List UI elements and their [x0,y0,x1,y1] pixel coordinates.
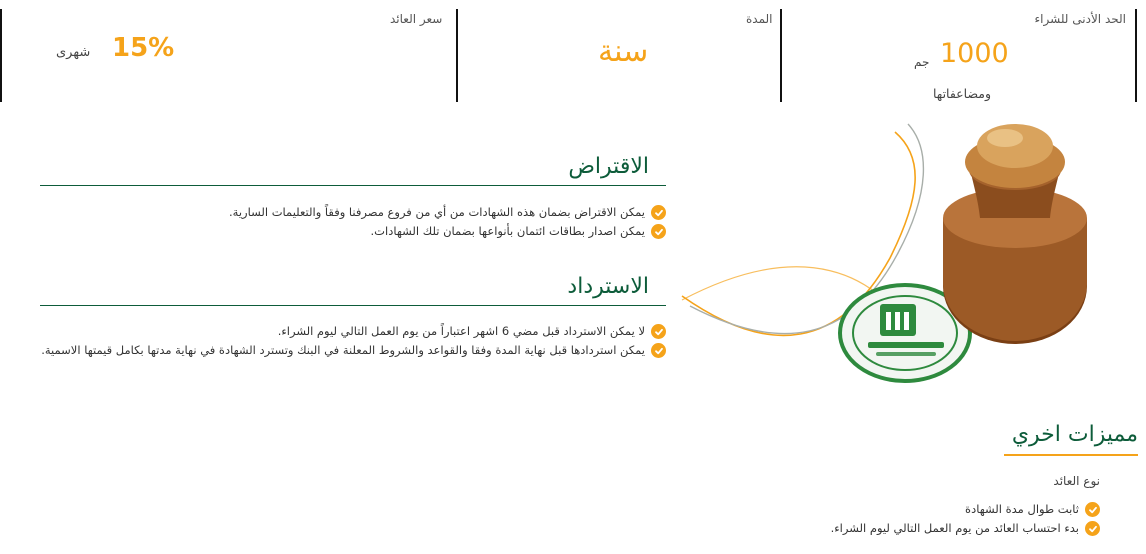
redemption-list [41,322,666,360]
list-item [41,341,666,360]
list-item-text: يمكن استردادها قبل نهاية المدة وفقا والقواعد والشروط المعلنة في البنك وتسترد الشهادة في نهاية مدتها بكامل قيمتها الاسمية. [41,343,645,357]
check-circle-icon [651,343,666,358]
loans-list [229,203,666,241]
features-title: مميزات اخري [1011,422,1138,447]
min-purchase-value: 1000 [940,38,1009,69]
stats-divider [780,9,782,102]
min-purchase-unit: جم [914,55,930,69]
min-purchase-label: الحد الأدنى للشراء [1034,12,1126,26]
min-purchase-note: ومضاعفاتها [933,86,992,101]
list-item-text: لا يمكن الاسترداد قبل مضي 6 اشهر اعتباراً من يوم العمل التالي ليوم الشراء. [277,324,645,338]
check-circle-icon [651,224,666,239]
duration-value: سنة [598,34,649,69]
yield-unit: شهرى [56,45,91,60]
list-item-text: يمكن الاقتراض بضمان هذه الشهادات من أي من فروع مصرفنا وفقاً والتعليمات السارية. [229,205,645,219]
list-item-text: ثابت طوال مدة الشهادة [965,502,1079,516]
bank-stamp-illustration [680,118,1146,400]
list-item-text: يمكن اصدار بطاقات ائتمان بأنواعها بضمان تلك الشهادات. [370,224,645,238]
loans-title: الاقتراض [568,154,649,179]
features-divider [1004,454,1138,456]
wooden-stamp-icon [943,124,1087,344]
features-list [831,500,1100,538]
check-circle-icon [651,205,666,220]
duration-label: المدة [746,12,773,26]
check-circle-icon [651,324,666,339]
redemption-title: الاسترداد [567,274,649,299]
yield-value: 15% [112,33,175,63]
stats-divider [456,9,458,102]
list-item [831,519,1100,538]
stats-divider [1135,9,1137,102]
stats-divider [0,9,2,102]
yield-label: سعر العائد [390,12,443,26]
features-subtitle: نوع العائد [1053,474,1100,488]
list-item [229,203,666,222]
list-item [831,500,1100,519]
loans-divider [40,185,666,186]
list-item [229,222,666,241]
list-item-text: بدء احتساب العائد من يوم العمل التالي ليوم الشراء. [830,521,1079,535]
list-item [41,322,666,341]
check-circle-icon [1085,502,1100,517]
check-circle-icon [1085,521,1100,536]
redemption-divider [40,305,666,306]
